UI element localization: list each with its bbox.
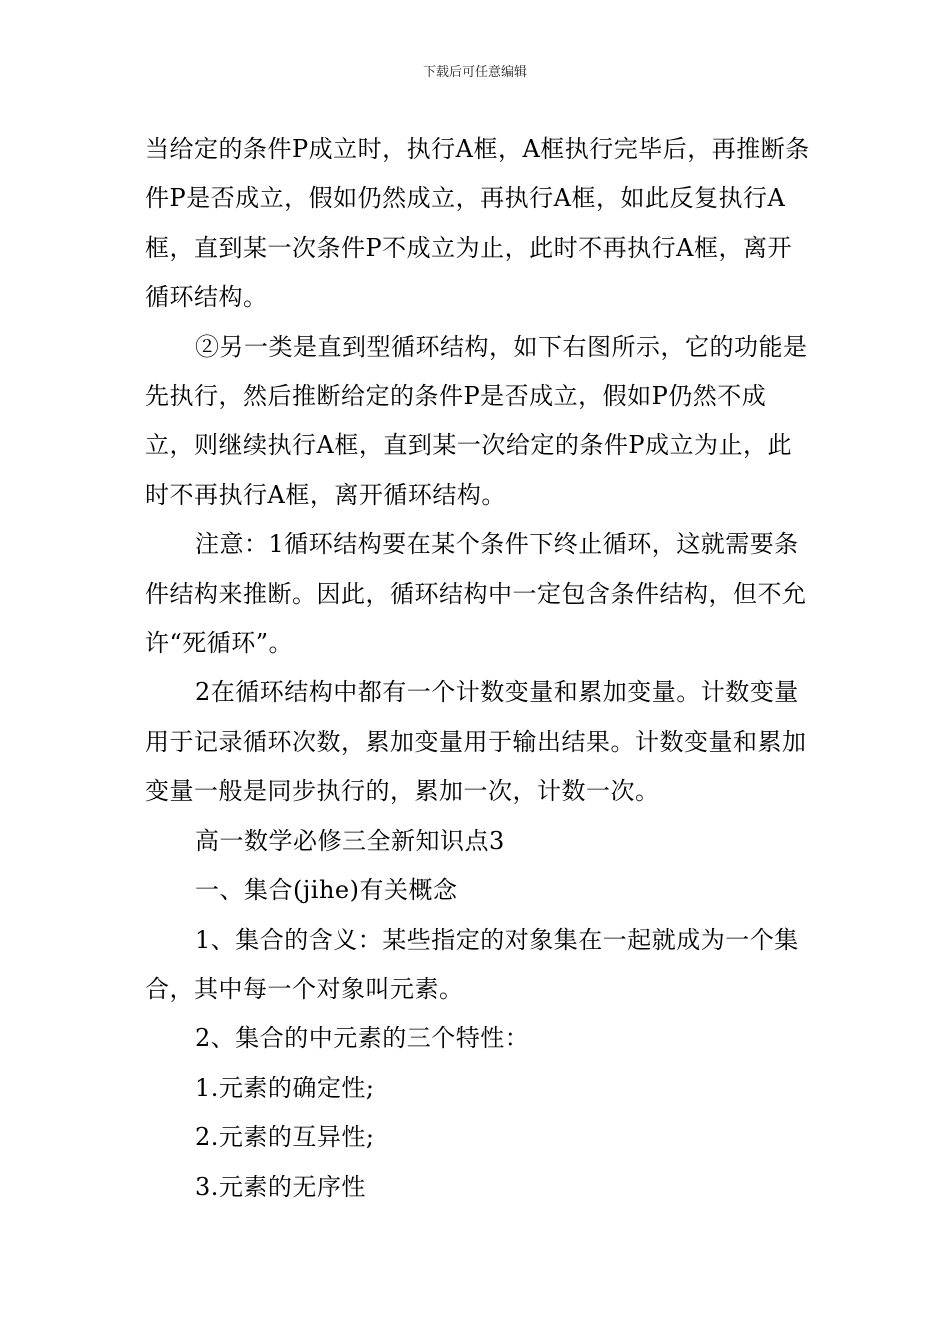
page-header: 下载后可任意编辑: [422, 65, 527, 80]
document-body: [145, 125, 810, 1212]
paragraph-note-1: 注意：1循环结构要在某个条件下终止循环，这就需要条件结构来推断。因此，循环结构中一定包含条件结构，但不允许“死循环”。: [145, 530, 807, 658]
subsection-heading: 一、集合(jihe)有关概念: [195, 876, 458, 905]
list-item-distinctness: 2.元素的互异性;: [195, 1123, 375, 1152]
paragraph-until-loop: ②另一类是直到型循环结构，如下右图所示，它的功能是先执行，然后推断给定的条件P是否成立，假如P仍然不成立，则继续执行A框，直到某一次给定的条件P成立为止，此时不再执行A框，离开循环结构。: [145, 332, 808, 509]
paragraph-note-2: 2在循环结构中都有一个计数变量和累加变量。计数变量用于记录循环次数，累加变量用于输出结果。计数变量和累加变量一般是同步执行的，累加一次，计数一次。: [145, 678, 807, 806]
section-heading: 高一数学必修三全新知识点3: [195, 826, 505, 855]
list-item-certainty: 1.元素的确定性;: [195, 1073, 375, 1102]
paragraph-loop-condition: 当给定的条件P成立时，执行A框，A框执行完毕后，再推断条件P是否成立，假如仍然成立，再执行A框，如此反复执行A框，直到某一次条件P不成立为止，此时不再执行A框，离开循环结构。: [145, 135, 810, 312]
paragraph-set-properties: 2、集合的中元素的三个特性：: [195, 1024, 530, 1053]
paragraph-set-definition: 1、集合的含义：某些指定的对象集在一起就成为一个集合，其中每一个对象叫元素。: [145, 925, 799, 1003]
list-item-unordered: 3.元素的无序性: [195, 1172, 366, 1201]
